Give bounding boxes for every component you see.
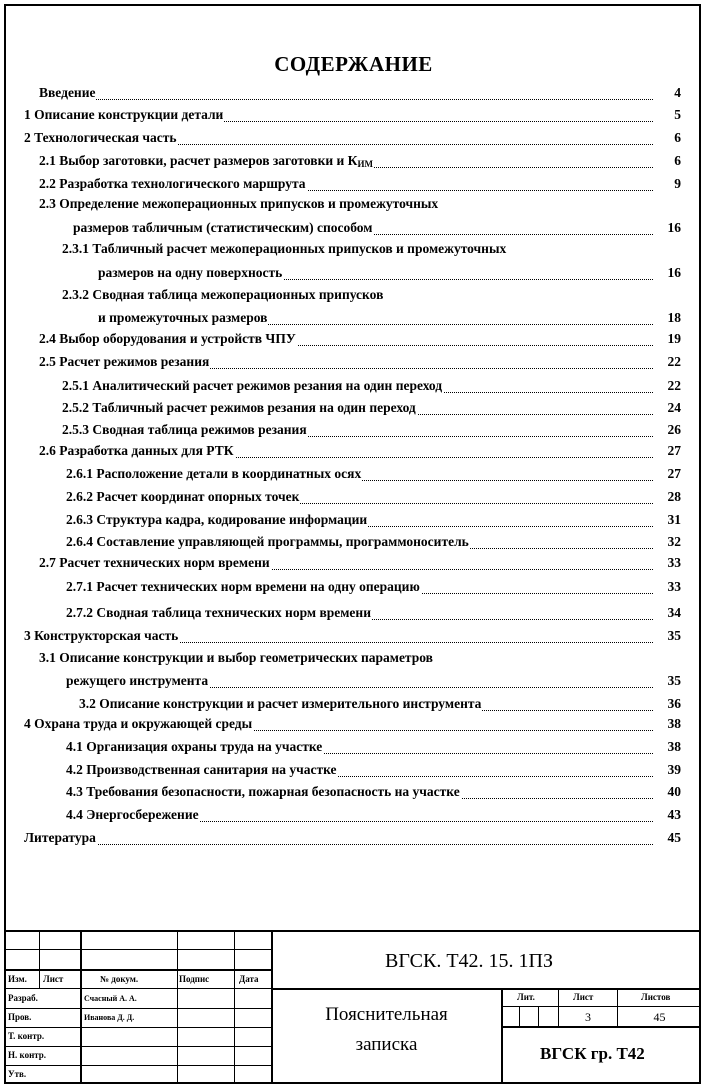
header-izm: Изм. [8,974,27,984]
toc-entry-page: 26 [667,422,681,437]
toc-entry [66,737,681,757]
toc-entry [66,532,681,552]
toc-entry [73,218,681,238]
toc-entry-title: 2.7.1 Расчет технических норм времени на одну операцию [66,579,420,594]
toc-entry-title: 4.3 Требования безопасности, пожарная безопасность на участке [66,784,460,799]
toc-entry [66,603,681,623]
toc-entry-title: 4 Охрана труда и окружающей среды [24,716,253,731]
toc-entry-page: 36 [667,696,681,711]
sheets-total: 45 [653,1010,666,1024]
toc-entry-title: 3 Конструкторская часть [24,628,179,643]
toc-entry [66,782,681,802]
toc-entry [39,174,681,194]
toc-entry [39,329,681,349]
header-list: Лист [43,974,64,984]
toc-entry-page: 34 [667,605,681,620]
toc-entry-page: 33 [667,555,681,570]
toc-entry-page: 22 [667,378,681,393]
toc-entry [98,308,681,328]
toc-entry-title: 2.1 Выбор заготовки, расчет размеров заготовки и $К_{ИМ}$ [39,153,373,169]
document-name-line1: Пояснительная [325,1004,448,1025]
toc-entry-title: 2.5.3 Сводная таблица режимов резания [62,422,307,437]
row-role-approved: Утв. [8,1069,27,1079]
row-name-checked: Иванова Д. Д. [84,1013,135,1022]
toc-entry [39,83,681,103]
toc-entry [24,828,681,848]
toc-entry-title: 2.6.3 Структура кадра, кодирование информации [66,512,368,527]
toc-entry-title: размеров табличным (статистическим) способом [73,220,373,235]
row-role-tech-control: Т. контр. [8,1031,45,1041]
toc-entry-title: 2.6.4 Составление управляющей программы, программоноситель [66,534,469,549]
toc-entry-title: размеров на одну поверхность [98,265,283,280]
toc-entry-page: 6 [674,153,681,168]
toc-entry-page: 4 [674,85,681,100]
title-block [4,930,701,1084]
organization: ВГСК гр. Т42 [540,1044,645,1063]
toc-entry [66,760,681,780]
toc-entry-page: 38 [667,716,681,731]
toc-entry-title: 4.4 Энергосбережение [66,807,199,822]
toc-entry-page: 32 [667,534,681,549]
toc-entry-page: 35 [667,673,681,688]
toc-entry-title: 2.6.1 Расположение детали в координатных осях [66,466,362,481]
toc-entry-page: 18 [667,310,681,325]
toc-entry-title: 3.2 Описание конструкции и расчет измерительного инструмента [79,696,482,711]
document-name-line2: записка [355,1034,418,1055]
toc-entry [66,464,681,484]
toc-leader-dots [24,844,653,845]
toc-entry-page: 28 [667,489,681,504]
toc-line-continued: 2.3.2 Сводная таблица межоперационных припусков [62,287,384,302]
toc-entry-title: 2.6.2 Расчет координат опорных точек [66,489,300,504]
toc-entry [62,376,681,396]
toc-entry [66,510,681,530]
toc-entry-page: 40 [667,784,681,799]
toc-entry-page: 16 [667,220,681,235]
toc-entry-page: 19 [667,331,681,346]
toc-entry [98,263,681,283]
toc-entry-title: Введение [39,85,96,100]
toc-entry-title: 2.7 Расчет технических норм времени [39,555,270,570]
toc-entry-page: 16 [667,265,681,280]
toc-entry [24,105,681,125]
toc-entry-page: 31 [667,512,681,527]
toc-entry-title: режущего инструмента [66,673,209,688]
toc-entry [79,694,681,714]
row-role-checked: Пров. [8,1012,32,1022]
toc-entry-title: Литература [24,830,96,845]
toc-entry-title: 2 Технологическая часть [24,130,177,145]
toc-entry [39,441,681,461]
row-name-developed: Счасный А. А. [84,994,137,1003]
header-sign: Подпис [179,974,210,984]
row-role-norm-control: Н. контр. [8,1050,47,1060]
document-code: ВГСК. Т42. 15. 1ПЗ [385,950,553,972]
toc-entry [39,553,681,573]
toc-entry-page: 27 [667,466,681,481]
header-doc-no: № докум. [100,974,139,984]
lit-label: Лит. [517,992,535,1002]
toc-leader-dots [39,99,653,100]
sheets-label: Листов [641,992,671,1002]
toc-entry-title: 2.5.1 Аналитический расчет режимов резания на один переход [62,378,443,393]
toc-entry [66,805,681,825]
toc-entry-page: 45 [667,830,681,845]
toc-entry [39,151,681,171]
sheet-label: Лист [573,992,594,1002]
toc-entry-page: 6 [674,130,681,145]
toc-entry-page: 38 [667,739,681,754]
toc-entry [24,128,681,148]
toc-entry-title: 2.7.2 Сводная таблица технических норм времени [66,605,371,620]
toc-line-continued: 2.3 Определение межоперационных припусков и промежуточных [39,196,439,211]
header-date: Дата [239,974,259,984]
page-title: СОДЕРЖАНИЕ [274,52,433,76]
toc-entry-page: 5 [674,107,681,122]
toc-entry-page: 33 [667,579,681,594]
toc-entry [24,714,681,734]
toc-entry-title: 4.1 Организация охраны труда на участке [66,739,323,754]
toc-entry-page: 24 [667,400,681,415]
toc-entry [62,420,681,440]
toc-entry-title: 1 Описание конструкции детали [24,107,224,122]
toc-entry [24,626,681,646]
toc-entry-page: 39 [667,762,681,777]
toc-line-continued: 3.1 Описание конструкции и выбор геометрических параметров [39,650,433,665]
toc-entry-title: 2.2 Разработка технологического маршрута [39,176,306,191]
toc-entry [66,671,681,691]
toc-entry [66,577,681,597]
toc-entry [62,398,681,418]
toc-entry-title: 4.2 Производственная санитария на участке [66,762,337,777]
toc-entry-title: и промежуточных размеров [98,310,268,325]
toc-entry-page: 43 [667,807,681,822]
row-role-developed: Разраб. [8,993,38,1003]
toc-entry-page: 27 [667,443,681,458]
toc-line-continued: 2.3.1 Табличный расчет межоперационных припусков и промежуточных [62,241,507,256]
toc-entry [66,487,681,507]
toc-entry-title: 2.6 Разработка данных для РТК [39,443,234,458]
toc-entry-title: 2.4 Выбор оборудования и устройств ЧПУ [39,331,296,346]
toc-entry-page: 22 [667,354,681,369]
toc-entry [39,352,681,372]
sheet-number: 3 [585,1010,591,1024]
toc-entry-page: 35 [667,628,681,643]
toc-entry-title: 2.5.2 Табличный расчет режимов резания на один переход [62,400,416,415]
toc-entry-page: 9 [674,176,681,191]
toc-entry-title: 2.5 Расчет режимов резания [39,354,210,369]
